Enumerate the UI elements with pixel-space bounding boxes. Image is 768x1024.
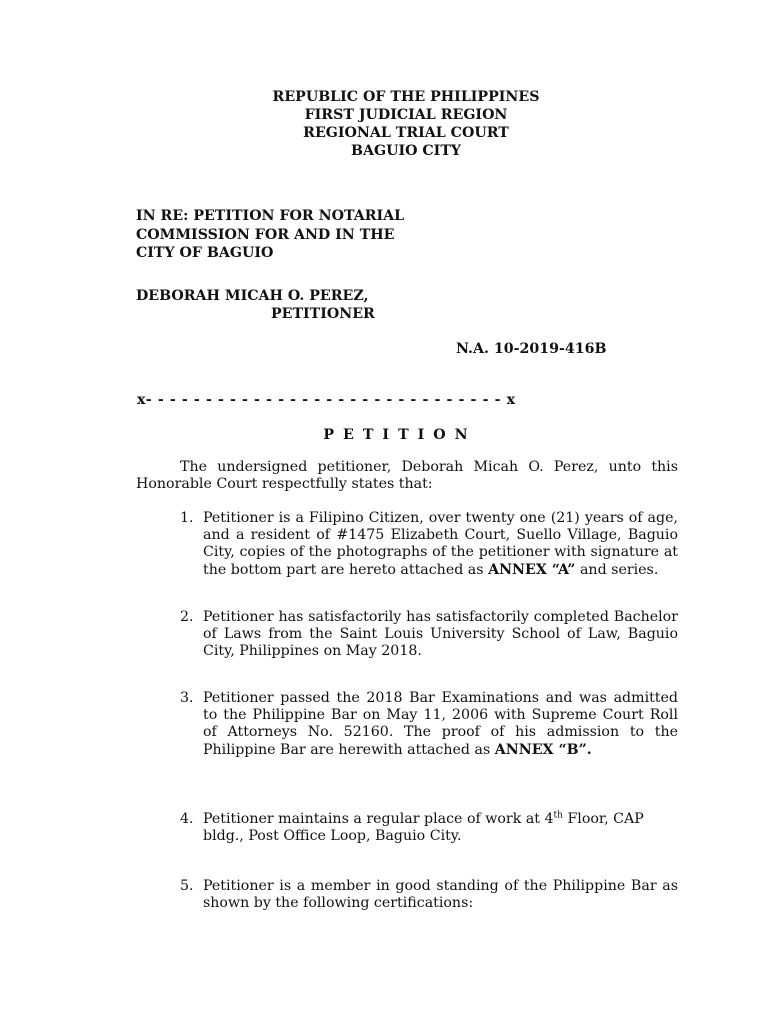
list-item-1 <box>176 510 678 579</box>
document-title: PETITION <box>323 427 477 443</box>
item-number: 2. <box>180 609 194 625</box>
annex-a-reference: ANNEX “A” <box>488 561 576 578</box>
item-body <box>203 811 678 845</box>
item-text-tail: Floor, CAP bldg., Post Office Loop, Baguio City. <box>203 811 644 845</box>
list-item-5 <box>176 878 678 912</box>
list-item-3 <box>176 690 678 759</box>
ordinal-suffix: th <box>553 810 563 821</box>
intro-paragraph <box>136 459 678 493</box>
header-court: REGIONAL TRIAL COURT <box>303 125 509 141</box>
item-body <box>203 878 678 912</box>
caption-line-2: COMMISSION FOR AND IN THE <box>136 226 395 243</box>
item-text: Petitioner has satisfactorily has satisfactorily completed Bachelor of Laws from the Saint Louis University School of Law, Baguio City, Philippines on May 2018. <box>203 609 678 660</box>
annex-b-reference: ANNEX “B”. <box>494 741 592 758</box>
item-body <box>203 510 678 579</box>
caption-line-1: IN RE: PETITION FOR NOTARIAL <box>136 208 405 224</box>
item-text: Petitioner passed the 2018 Bar Examinations and was admitted to the Philippine Bar on May 11, 2006 with Supreme Court Roll of Attorneys No. 52160. The proof of his admission to the Philippine Bar are herewith attached as <box>203 690 678 758</box>
petitioner-name: DEBORAH MICAH O. PEREZ, <box>136 288 369 304</box>
item-number: 5. <box>180 878 194 894</box>
item-text-tail: and series. <box>575 561 659 578</box>
item-text: Petitioner is a member in good standing of the Philippine Bar as shown by the following certifications: <box>203 878 678 912</box>
petitioner-label: PETITIONER <box>271 306 375 322</box>
item-number: 1. <box>180 510 194 526</box>
item-body <box>203 609 678 661</box>
item-text: Petitioner maintains a regular place of work at 4 <box>203 811 554 827</box>
item-body <box>203 690 678 759</box>
list-item-2 <box>176 609 678 661</box>
caption-divider: x- - - - - - - - - - - - - - - - - - - - - - - - - - - - - - x <box>137 392 516 408</box>
header-city: BAGUIO CITY <box>350 143 462 159</box>
case-caption <box>136 207 466 263</box>
item-number: 3. <box>180 690 194 706</box>
caption-line-3: CITY OF BAGUIO <box>136 245 274 261</box>
court-header <box>0 88 768 160</box>
header-region: FIRST JUDICIAL REGION <box>304 107 508 123</box>
case-number: N.A. 10-2019-416B <box>456 341 607 357</box>
item-text: Petitioner is a Filipino Citizen, over twenty one (21) years of age, and a resident of #1475 Elizabeth Court, Suello Village, Baguio City, copies of the photographs of the petitioner with signature at the bottom part are hereto attached as <box>203 510 678 578</box>
header-republic: REPUBLIC OF THE PHILIPPINES <box>272 89 540 105</box>
list-item-4 <box>176 811 678 845</box>
intro-text: The undersigned petitioner, Deborah Micah O. Perez, unto this Honorable Court respectfully states that: <box>136 459 678 493</box>
item-number: 4. <box>180 811 194 827</box>
